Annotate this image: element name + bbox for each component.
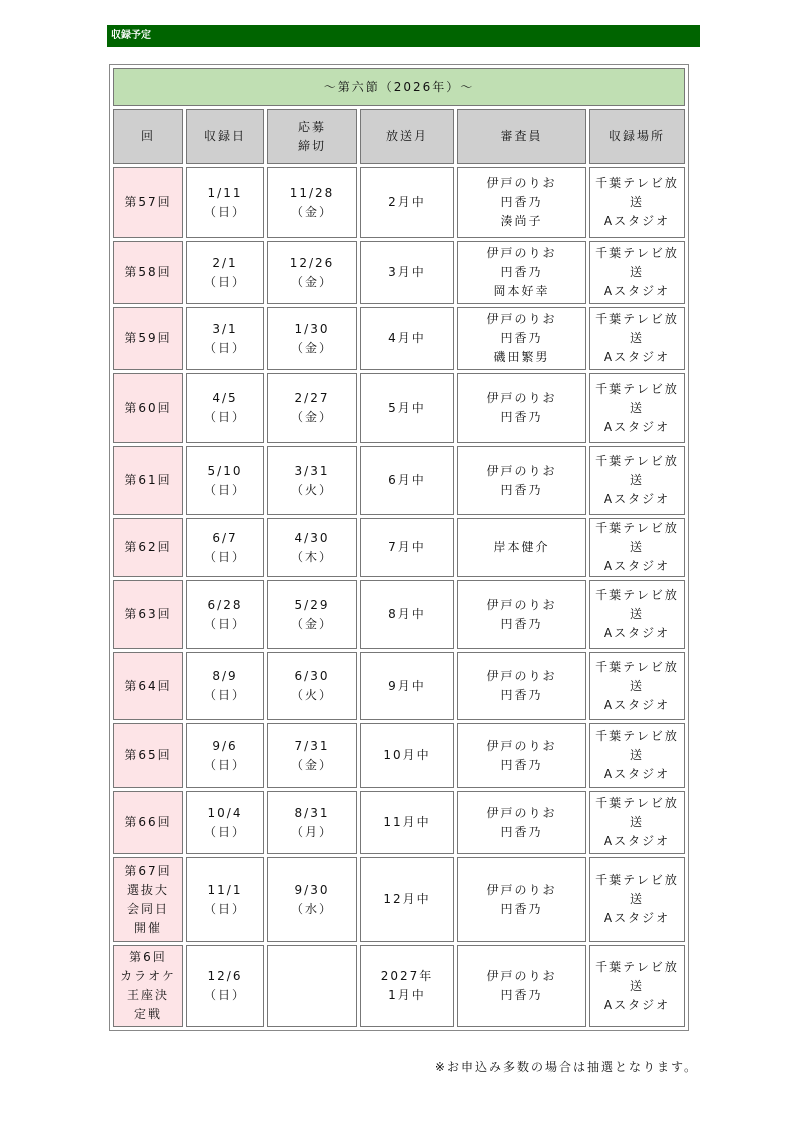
recording-date-cell-line: 12/6 (207, 969, 243, 983)
broadcast-month-cell (360, 373, 454, 443)
recording-date-cell (186, 446, 264, 515)
recording-date-cell-line: （日） (203, 204, 246, 219)
table-row (113, 446, 685, 515)
round-cell (113, 791, 183, 854)
judges-cell-line: 円香乃 (500, 688, 543, 702)
round-cell-line: 王座決 (126, 988, 169, 1002)
column-header-row (113, 109, 685, 164)
judges-cell-line: 円香乃 (500, 616, 543, 631)
round-cell (113, 307, 183, 370)
broadcast-month-cell (360, 652, 454, 720)
deadline-cell-line: （金） (290, 274, 333, 289)
col-recording-date-header: 収録日 (186, 109, 264, 164)
venue-cell-line: 送 (630, 195, 645, 209)
round-cell-line: 定戦 (133, 1007, 162, 1021)
header-label: 収録予定 (111, 30, 151, 41)
venue-cell-line: 千葉テレビ放 (595, 454, 679, 468)
recording-date-cell-line: 2/1 (212, 255, 238, 270)
deadline-cell-line: 11/28 (289, 185, 335, 200)
venue-cell-line: 千葉テレビ放 (595, 588, 679, 602)
venue-cell-line: Aスタジオ (603, 559, 671, 573)
broadcast-month-cell-line: 11月中 (383, 815, 431, 829)
venue-cell-line: Aスタジオ (603, 911, 671, 925)
judges-cell (457, 945, 586, 1027)
recording-date-cell (186, 945, 264, 1027)
deadline-cell (267, 167, 357, 238)
recording-date-cell-line: 6/28 (207, 597, 243, 612)
recording-date-cell (186, 241, 264, 304)
judges-cell (457, 580, 586, 649)
venue-cell-line: Aスタジオ (603, 997, 671, 1012)
round-cell (113, 945, 183, 1027)
judges-cell-line: 円香乃 (500, 757, 543, 772)
deadline-cell (267, 945, 357, 1027)
round-cell-line: 第60回 (124, 400, 172, 415)
judges-cell-line: 伊戸のりお (486, 597, 557, 612)
recording-date-cell-line: （日） (203, 616, 246, 631)
round-cell-line: 第65回 (124, 748, 172, 762)
recording-date-cell (186, 791, 264, 854)
venue-cell-line: 送 (630, 892, 645, 906)
table-row (113, 167, 685, 238)
recording-date-cell-line: （日） (203, 482, 246, 497)
table-row (113, 791, 685, 854)
judges-cell (457, 791, 586, 854)
deadline-cell-line: （金） (290, 340, 333, 355)
judges-cell-line: 伊戸のりお (486, 463, 557, 478)
recording-date-cell (186, 723, 264, 788)
deadline-cell-line: （月） (290, 824, 333, 839)
recording-date-cell-line: 10/4 (207, 805, 243, 820)
judges-cell-line: 岡本好幸 (493, 284, 550, 298)
recording-date-cell-line: （日） (203, 901, 246, 916)
schedule-header-bar (107, 25, 700, 47)
broadcast-month-cell-line: 12月中 (383, 892, 431, 906)
deadline-cell-line: （金） (290, 204, 333, 219)
broadcast-month-cell (360, 580, 454, 649)
venue-cell-line: 送 (630, 473, 645, 487)
broadcast-month-cell (360, 723, 454, 788)
round-cell (113, 241, 183, 304)
recording-date-cell-line: 5/10 (207, 463, 243, 478)
venue-cell-line: Aスタジオ (603, 767, 671, 781)
judges-cell-line: 岸本健介 (493, 540, 550, 554)
venue-cell (589, 791, 685, 854)
recording-date-cell-line: （日） (203, 988, 246, 1002)
deadline-cell-line: 4/30 (294, 530, 330, 545)
judges-cell-line: 伊戸のりお (486, 176, 557, 190)
venue-cell-line: 千葉テレビ放 (595, 729, 679, 743)
broadcast-month-cell (360, 241, 454, 304)
venue-cell-line: 千葉テレビ放 (595, 659, 679, 674)
deadline-cell-line: 1/30 (294, 321, 330, 336)
round-cell-line: 第63回 (124, 607, 172, 621)
judges-cell (457, 373, 586, 443)
round-cell (113, 580, 183, 649)
judges-cell-line: 円香乃 (500, 195, 543, 209)
venue-cell (589, 307, 685, 370)
recording-date-cell-line: （日） (203, 340, 246, 355)
table-row (113, 945, 685, 1027)
broadcast-month-cell (360, 857, 454, 942)
recording-date-cell-line: 6/7 (212, 530, 238, 545)
table-row (113, 857, 685, 942)
broadcast-month-cell-line: 7月中 (388, 540, 426, 554)
judges-cell-line: 伊戸のりお (486, 312, 557, 326)
recording-date-cell-line: 8/9 (212, 669, 238, 683)
deadline-cell-line: （金） (290, 410, 333, 424)
round-cell-line: 第62回 (124, 540, 172, 554)
judges-cell-line: 伊戸のりお (486, 738, 557, 753)
recording-date-cell-line: 1/11 (207, 185, 243, 200)
round-cell (113, 373, 183, 443)
round-cell-line: 第64回 (124, 678, 172, 693)
recording-date-cell-line: 3/1 (212, 321, 238, 336)
venue-cell-line: Aスタジオ (603, 284, 671, 298)
recording-date-cell (186, 307, 264, 370)
judges-cell-line: 円香乃 (500, 901, 543, 916)
judges-cell (457, 723, 586, 788)
deadline-cell (267, 580, 357, 649)
table-row (113, 723, 685, 788)
venue-cell-line: 送 (630, 265, 645, 279)
round-cell (113, 167, 183, 238)
venue-cell (589, 241, 685, 304)
judges-cell (457, 167, 586, 238)
venue-cell-line: 送 (630, 331, 645, 345)
venue-cell (589, 723, 685, 788)
venue-cell (589, 373, 685, 443)
venue-cell-line: Aスタジオ (603, 419, 671, 434)
col-deadline-header: 応募 締切 (267, 109, 357, 164)
broadcast-month-cell (360, 167, 454, 238)
table-row (113, 307, 685, 370)
table-row (113, 580, 685, 649)
recording-date-cell-line: （日） (203, 824, 246, 839)
broadcast-month-cell-line: 6月中 (388, 473, 426, 487)
recording-date-cell (186, 518, 264, 577)
deadline-cell-line: （木） (290, 549, 333, 564)
recording-date-cell-line: 11/1 (207, 882, 243, 897)
judges-cell-line: 円香乃 (500, 482, 543, 497)
venue-cell (589, 167, 685, 238)
round-cell (113, 446, 183, 515)
deadline-cell (267, 446, 357, 515)
venue-cell-line: 千葉テレビ放 (595, 246, 679, 260)
recording-date-cell-line: （日） (203, 549, 246, 564)
judges-cell (457, 241, 586, 304)
venue-cell-line: 送 (630, 540, 645, 554)
recording-date-cell-line: 4/5 (212, 391, 238, 405)
recording-schedule-table (109, 64, 689, 1031)
recording-date-cell (186, 167, 264, 238)
deadline-cell-line: 12/26 (289, 255, 335, 270)
recording-date-cell-line: （日） (203, 410, 246, 424)
venue-cell-line: Aスタジオ (603, 834, 671, 848)
deadline-cell (267, 307, 357, 370)
broadcast-month-cell (360, 307, 454, 370)
deadline-cell-line: （水） (290, 901, 333, 916)
judges-cell-line: 伊戸のりお (486, 882, 557, 897)
deadline-cell-line: 6/30 (294, 669, 330, 683)
deadline-cell (267, 518, 357, 577)
table-row (113, 241, 685, 304)
venue-cell-line: 送 (630, 607, 645, 621)
deadline-cell-line: （火） (290, 482, 333, 497)
deadline-cell (267, 791, 357, 854)
recording-date-cell (186, 857, 264, 942)
judges-cell-line: 伊戸のりお (486, 391, 557, 405)
venue-cell-line: 送 (630, 400, 645, 415)
judges-cell-line: 円香乃 (500, 410, 543, 424)
recording-date-cell (186, 652, 264, 720)
deadline-cell-line: （金） (290, 757, 333, 772)
recording-date-cell-line: （日） (203, 757, 246, 772)
round-cell-line: 第58回 (124, 265, 172, 279)
deadline-cell-line: 9/30 (294, 882, 330, 897)
venue-cell-line: 千葉テレビ放 (595, 381, 679, 396)
broadcast-month-cell-line: 5月中 (388, 400, 426, 415)
venue-cell-line: 送 (630, 748, 645, 762)
venue-cell-line: 千葉テレビ放 (595, 521, 679, 535)
judges-cell-line: 磯田繁男 (493, 350, 550, 364)
broadcast-month-cell-line: 8月中 (388, 607, 426, 621)
round-cell-line: 選抜大 (126, 882, 169, 897)
deadline-cell-line: 7/31 (294, 738, 330, 753)
judges-cell-line: 円香乃 (500, 824, 543, 839)
deadline-cell (267, 652, 357, 720)
venue-cell-line: 送 (630, 815, 645, 829)
broadcast-month-cell-line: 10月中 (383, 748, 431, 762)
round-cell (113, 857, 183, 942)
broadcast-month-cell-line: 9月中 (388, 678, 426, 693)
judges-cell (457, 652, 586, 720)
broadcast-month-cell-line: 4月中 (388, 331, 426, 345)
judges-cell (457, 446, 586, 515)
round-cell-line: 第67回 (124, 863, 172, 878)
judges-cell-line: 湊尚子 (500, 214, 543, 228)
round-cell-line: 会同日 (126, 901, 169, 916)
recording-date-cell-line: （日） (203, 274, 246, 289)
judges-cell-line: 円香乃 (500, 331, 543, 345)
venue-cell-line: 千葉テレビ放 (595, 873, 679, 887)
deadline-cell-line: 3/31 (294, 463, 330, 478)
recording-date-cell-line: （日） (203, 688, 246, 702)
col-round-header: 回 (113, 109, 183, 164)
venue-cell-line: 送 (630, 978, 645, 993)
recording-date-cell-line: 9/6 (212, 738, 238, 753)
judges-cell-line: 円香乃 (500, 265, 543, 279)
section-title: ～第六節（2026年）～ (113, 68, 685, 106)
round-cell-line: 第57回 (124, 195, 172, 209)
table-row (113, 652, 685, 720)
judges-cell (457, 518, 586, 577)
broadcast-month-cell-line: 2027年 (380, 969, 434, 983)
venue-cell-line: Aスタジオ (603, 492, 671, 506)
venue-cell-line: Aスタジオ (603, 350, 671, 364)
venue-cell (589, 446, 685, 515)
broadcast-month-cell (360, 518, 454, 577)
round-cell (113, 723, 183, 788)
round-cell-line: 開催 (133, 920, 162, 935)
deadline-cell-line: （火） (290, 688, 333, 702)
venue-cell-line: 千葉テレビ放 (595, 312, 679, 326)
judges-cell-line: 伊戸のりお (486, 805, 557, 820)
deadline-cell-line: 5/29 (294, 597, 330, 612)
broadcast-month-cell (360, 791, 454, 854)
broadcast-month-cell-line: 1月中 (388, 988, 426, 1002)
deadline-cell (267, 241, 357, 304)
broadcast-month-cell (360, 945, 454, 1027)
col-judges-header: 審査員 (457, 109, 586, 164)
recording-date-cell (186, 373, 264, 443)
venue-cell-line: Aスタジオ (603, 626, 671, 640)
table-row (113, 518, 685, 577)
venue-cell-line: Aスタジオ (603, 697, 671, 712)
venue-cell (589, 945, 685, 1027)
deadline-cell-line: 2/27 (294, 391, 330, 405)
recording-date-cell (186, 580, 264, 649)
schedule-body (113, 167, 685, 1027)
deadline-cell (267, 857, 357, 942)
col-broadcast-month-header: 放送月 (360, 109, 454, 164)
round-cell-line: 第59回 (124, 331, 172, 345)
table-row (113, 373, 685, 443)
round-cell-line: 第6回 (129, 950, 167, 964)
judges-cell-line: 伊戸のりお (486, 669, 557, 683)
judges-cell (457, 857, 586, 942)
judges-cell (457, 307, 586, 370)
deadline-cell (267, 723, 357, 788)
round-cell (113, 518, 183, 577)
deadline-cell-line: （金） (290, 616, 333, 631)
deadline-cell (267, 373, 357, 443)
venue-cell-line: Aスタジオ (603, 214, 671, 228)
venue-cell-line: 送 (630, 678, 645, 693)
venue-cell (589, 857, 685, 942)
round-cell-line: 第66回 (124, 815, 172, 829)
judges-cell-line: 伊戸のりお (486, 246, 557, 260)
broadcast-month-cell (360, 446, 454, 515)
broadcast-month-cell-line: 2月中 (388, 195, 426, 209)
judges-cell-line: 伊戸のりお (486, 969, 557, 983)
deadline-cell-line: 8/31 (294, 805, 330, 820)
venue-cell (589, 580, 685, 649)
broadcast-month-cell-line: 3月中 (388, 265, 426, 279)
footnote: ※お申込み多数の場合は抽選となります。 (434, 1060, 698, 1074)
round-cell-line: 第61回 (124, 473, 172, 487)
venue-cell-line: 千葉テレビ放 (595, 176, 679, 190)
venue-cell (589, 652, 685, 720)
round-cell-line: カラオケ (120, 969, 176, 983)
col-venue-header: 収録場所 (589, 109, 685, 164)
venue-cell-line: 千葉テレビ放 (595, 959, 679, 974)
round-cell (113, 652, 183, 720)
venue-cell (589, 518, 685, 577)
venue-cell-line: 千葉テレビ放 (595, 796, 679, 810)
judges-cell-line: 円香乃 (500, 988, 543, 1002)
